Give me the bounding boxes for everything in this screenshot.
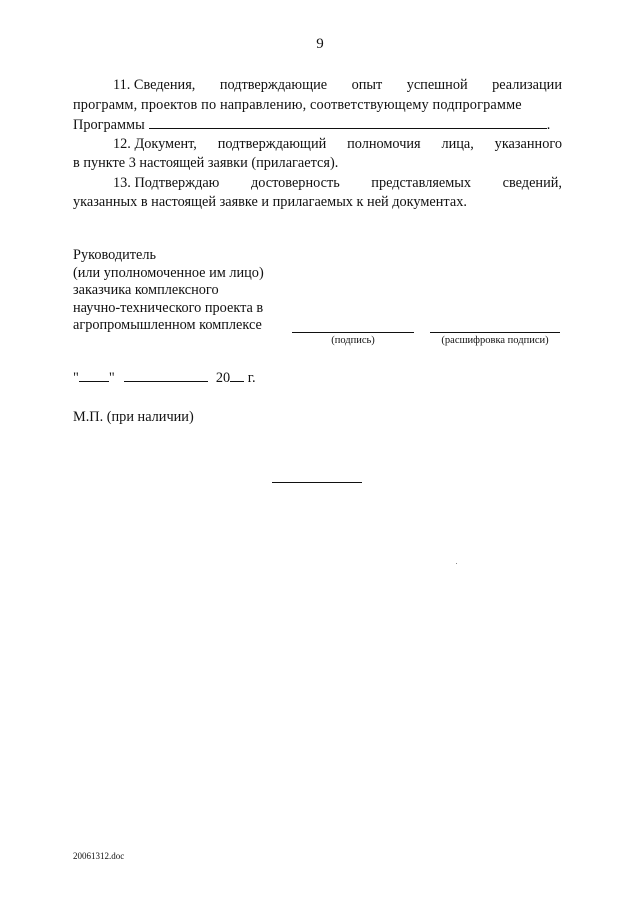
signatory-label-line: агропромышленном комплексе <box>73 317 262 333</box>
open-quote: " <box>73 370 79 386</box>
signatory-label-line: (или уполномоченное им лицо) <box>73 264 264 281</box>
word: указанного <box>494 136 562 152</box>
item-12-line-1 <box>113 134 562 154</box>
year-blank <box>230 368 244 382</box>
word: 12. Документ, <box>113 136 197 152</box>
decoding-caption: (расшифровка подписи) <box>441 335 549 346</box>
item-11-line-3 <box>73 114 550 134</box>
programs-label: Программы <box>73 117 145 133</box>
word: лица, <box>441 136 474 152</box>
programs-blank-line <box>149 114 547 129</box>
page-number: 9 <box>316 36 324 52</box>
signatory-label-line: Руководитель <box>73 247 157 263</box>
signatory-label-line: научно-технического проекта в <box>73 299 264 316</box>
word: успешной <box>406 77 468 93</box>
signature-line <box>292 332 414 333</box>
word: сведений, <box>502 175 562 191</box>
signature-caption: (подпись) <box>331 335 375 346</box>
year-prefix: 20 <box>215 370 231 386</box>
word: опыт <box>351 77 383 93</box>
date-row <box>73 368 256 387</box>
end-separator <box>272 482 362 483</box>
signatory-label-line: заказчика комплексного <box>73 282 219 298</box>
signatory-label <box>73 247 264 335</box>
word: 13. Подтверждаю <box>113 175 220 191</box>
item-11-line-2: программ, проектов по направлению, соответствующему подпрограмме <box>73 97 522 113</box>
month-blank <box>124 368 208 382</box>
item-11-line-1 <box>113 75 562 95</box>
year-suffix: г. <box>247 370 256 386</box>
item-13-line-1 <box>113 173 562 193</box>
word: подтверждающие <box>219 77 328 93</box>
day-blank <box>79 368 109 382</box>
close-quote: " <box>108 370 115 386</box>
scan-speck <box>456 563 457 564</box>
word: подтверждающий <box>217 136 327 152</box>
word: реализации <box>492 77 562 93</box>
seal-label: М.П. (при наличии) <box>73 409 194 425</box>
decoding-line <box>430 332 560 333</box>
item-12-line-2: в пункте 3 настоящей заявки (прилагается). <box>73 155 339 171</box>
word: полномочия <box>347 136 421 152</box>
footer-filename: 20061312.doc <box>73 851 125 861</box>
item-13-line-2: указанных в настоящей заявке и прилагаемых к ней документах. <box>73 194 467 210</box>
period: . <box>546 117 551 133</box>
word: 11. Сведения, <box>113 77 196 93</box>
word: достоверность <box>250 175 340 191</box>
word: представляемых <box>371 175 472 191</box>
